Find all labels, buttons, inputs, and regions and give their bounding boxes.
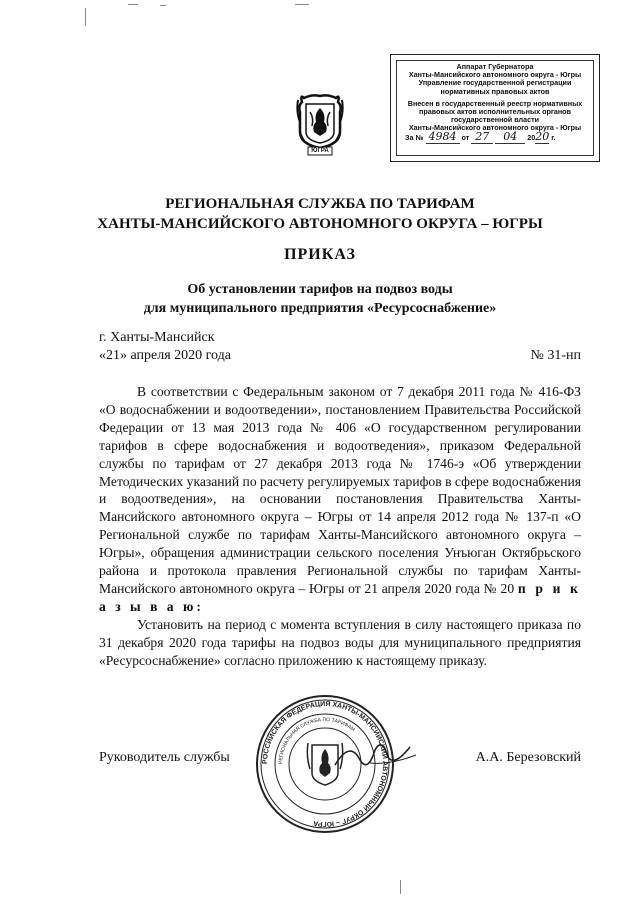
body-paragraph: Установить на период с момента вступления в силу настоящего приказа по 31 декабря 2020 года тарифы на подвоз воды для муниципального предприятия «Ресурсоснабжение» согласно приложению к настоящему приказу. <box>99 616 581 668</box>
organization-line-2: ХАНТЫ-МАНСИЙСКОГО АВТОНОМНОГО ОКРУГА – ЮГРЫ <box>97 216 543 232</box>
stamp-line: Ханты-Мансийского автономного округа - Югры <box>408 123 582 133</box>
document-body <box>99 383 581 670</box>
seal-outer-textpath: РОССИЙСКАЯ ФЕДЕРАЦИЯ ХАНТЫ-МАНСИЙСКИЙ АВТОНОМНЫЙ ОКРУГ – ЮГРА <box>261 700 389 828</box>
scan-mark <box>295 4 309 5</box>
stamp-registration-line <box>397 129 593 143</box>
stamp-line: Ханты-Мансийского автономного округа - Югры <box>408 70 582 80</box>
order-verb: п р и к а з ы в а ю: <box>99 580 581 614</box>
stamp-reg-year: 20 <box>535 129 550 143</box>
stamp-reg-day: 27 <box>471 130 493 144</box>
body-paragraph <box>99 383 581 616</box>
document-subject <box>0 280 640 318</box>
stamp-reg-suffix: г. <box>551 132 556 142</box>
registration-stamp <box>390 54 600 162</box>
stamp-line: правовых актов исполнительных органов <box>418 107 571 117</box>
seal-inner-textpath: РЕГИОНАЛЬНАЯ СЛУЖБА ПО ТАРИФАМ <box>277 716 356 765</box>
scan-mark <box>160 5 166 6</box>
city: г. Ханты-Мансийск <box>99 330 215 345</box>
stamp-line: Аппарат Губернатора <box>456 62 534 71</box>
subject-line-1: Об установлении тарифов на подвоз воды <box>187 282 453 297</box>
coat-of-arms-label: ЮГРА <box>311 148 329 154</box>
stamp-reg-year-prefix: 20 <box>527 132 536 142</box>
organization-line-1: РЕГИОНАЛЬНАЯ СЛУЖБА ПО ТАРИФАМ <box>165 196 475 212</box>
stamp-reg-month: 04 <box>495 130 525 144</box>
signature-position: Руководитель службы <box>99 750 230 765</box>
scan-mark <box>128 4 138 5</box>
subject-line-2: для муниципального предприятия «Ресурсоснабжение» <box>143 301 497 316</box>
stamp-line: нормативных правовых актов <box>440 86 550 96</box>
stamp-reg-prefix: За № <box>405 132 424 142</box>
scan-mark <box>85 8 86 26</box>
stamp-line: Внесен в государственный реестр нормативных <box>407 98 583 108</box>
document-date: «21» апреля 2020 года <box>99 348 231 363</box>
signature-name: А.А. Березовский <box>475 750 581 765</box>
handwritten-signature <box>330 735 420 775</box>
stamp-line: Управление государственной регистрации <box>418 78 572 88</box>
document-number: № 31-нп <box>530 348 581 363</box>
coat-of-arms <box>296 92 344 156</box>
document-type: ПРИКАЗ <box>284 246 356 263</box>
organization-title <box>0 194 640 234</box>
stamp-reg-from: от <box>461 132 470 142</box>
stamp-reg-number: 4984 <box>426 130 460 144</box>
stamp-line: государственной власти <box>450 115 540 125</box>
scan-mark <box>400 880 401 894</box>
paragraph-text: В соответствии с Федеральным законом от 7 декабря 2011 года № 416-ФЗ «О водоснабжении и водоотведении», постановлением Правительства Российской Федерации от 13 мая 2013 года № 406 «О государственном регулировании тарифов в сфере водоснабжения и водоотведения», приказом Федеральной службы по тарифам от 27 декабря 2013 года № 1746-э «Об утверждении Методических указаний по расчету регулируемых тарифов в сфере водоснабжения и водоотведения», на основании постановления Правительства Ханты-Мансийского автономного округа – Югры от 14 апреля 2012 года № 137-п «О Региональной службе по тарифам Ханты-Мансийского автономного округа – Югры», обращения администрации сельского поселения Унъюган Октябрьского района и протокола правления Региональной службы по тарифам Ханты-Мансийского автономного округа – Югры от 21 апреля 2020 года № 20 <box>99 384 581 596</box>
